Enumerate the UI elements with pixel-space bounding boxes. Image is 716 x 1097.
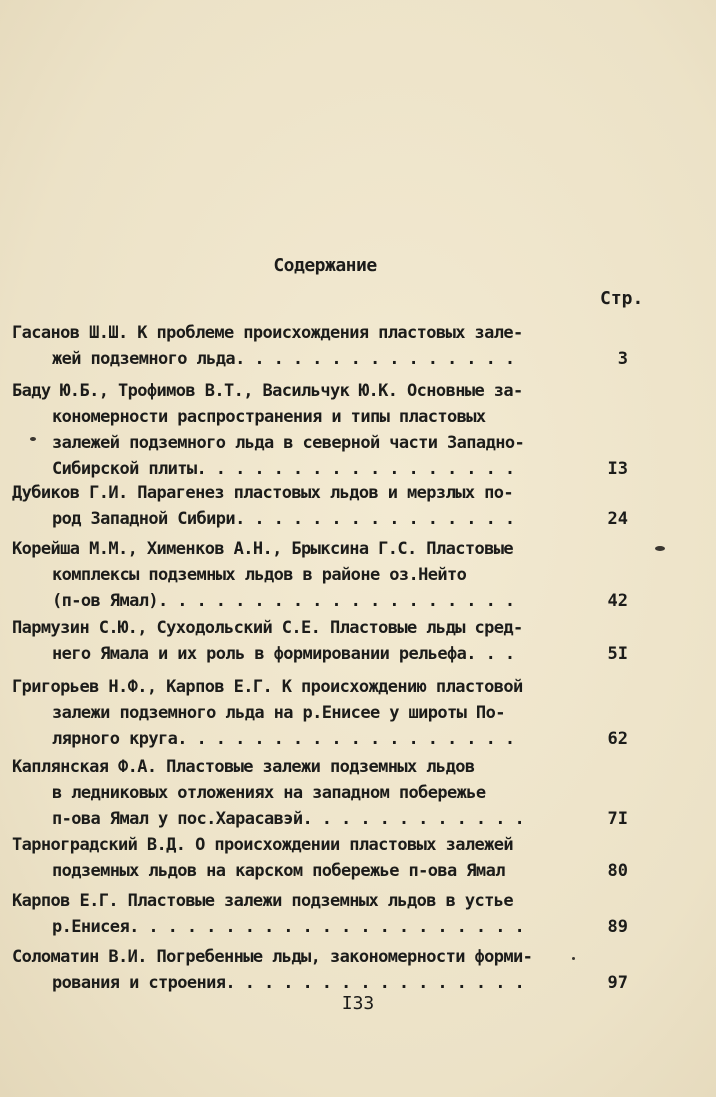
entry-continuation-line: залежей подземного льда в северной части Западно- [52, 433, 525, 453]
entry-author-line: Дубиков Г.И. Парагенез пластовых льдов и мерзлых по- [12, 483, 514, 503]
entry-author-line: Пармузин С.Ю., Суходольский С.Е. Пластовые льды сред- [12, 618, 523, 638]
page-column-header: Стр. [600, 288, 644, 309]
entry-author-line: Григорьев Н.Ф., Карпов Е.Г. К происхождению пластовой [12, 677, 523, 697]
entry-page-number: 62 [607, 729, 628, 749]
entry-author-line: Баду Ю.Б., Трофимов В.Т., Васильчук Ю.К. Основные за- [12, 381, 523, 401]
entry-continuation-line: род Западной Сибири. . . . . . . . . . . . . . . [52, 509, 515, 529]
entry-author-line: Соломатин В.И. Погребенные льды, закономерности форми- [12, 947, 533, 967]
entry-continuation-line: него Ямала и их роль в формировании рельефа. . . [52, 644, 515, 664]
entry-continuation-line: в ледниковых отложениях на западном побережье [52, 783, 486, 803]
entry-continuation-line: залежи подземного льда на р.Енисее у широты По- [52, 703, 505, 723]
entry-continuation-line: жей подземного льда. . . . . . . . . . . . . . . [52, 349, 515, 369]
entry-page-number: 97 [607, 973, 628, 993]
entry-continuation-line: рования и строения. . . . . . . . . . . . . . . . [52, 973, 525, 993]
entry-page-number: 89 [607, 917, 628, 937]
entry-author-line: Каплянская Ф.А. Пластовые залежи подземных льдов [12, 757, 475, 777]
entry-continuation-line: подземных льдов на карском побережье п-ова Ямал [52, 861, 505, 881]
entry-continuation-line: (п-ов Ямал). . . . . . . . . . . . . . . . . . . [52, 591, 515, 611]
ink-speck [655, 546, 665, 551]
entry-author-line: Карпов Е.Г. Пластовые залежи подземных льдов в устье [12, 891, 514, 911]
entry-page-number: 24 [607, 509, 628, 529]
entry-page-number: 7I [607, 809, 628, 829]
entry-author-line: Гасанов Ш.Ш. К проблеме происхождения пластовых зале- [12, 323, 523, 343]
entry-continuation-line: лярного круга. . . . . . . . . . . . . . . . . . [52, 729, 515, 749]
entry-page-number: 5I [607, 644, 628, 664]
entry-author-line: Корейша М.М., Хименков А.Н., Брыксина Г.С. Пластовые [12, 539, 514, 559]
entry-author-line: Тарноградский В.Д. О происхождении пластовых залежей [12, 835, 514, 855]
footer-page-number: I33 [341, 993, 375, 1014]
ink-speck [30, 437, 36, 441]
entry-page-number: 42 [607, 591, 628, 611]
entry-page-number: 3 [617, 349, 628, 369]
contents-title: Содержание [273, 255, 377, 276]
entry-continuation-line: кономерности распространения и типы пластовых [52, 407, 486, 427]
entry-continuation-line: Сибирской плиты. . . . . . . . . . . . . . . . . [52, 459, 515, 479]
entry-continuation-line: р.Енисея. . . . . . . . . . . . . . . . . . . . . [52, 917, 525, 937]
entry-continuation-line: п-ова Ямал у пос.Харасавэй. . . . . . . . . . . . [52, 809, 525, 829]
entry-page-number: I3 [607, 459, 628, 479]
entry-page-number: 80 [607, 861, 628, 881]
entry-continuation-line: комплексы подземных льдов в районе оз.Нейто [52, 565, 467, 585]
ink-speck [572, 957, 575, 960]
